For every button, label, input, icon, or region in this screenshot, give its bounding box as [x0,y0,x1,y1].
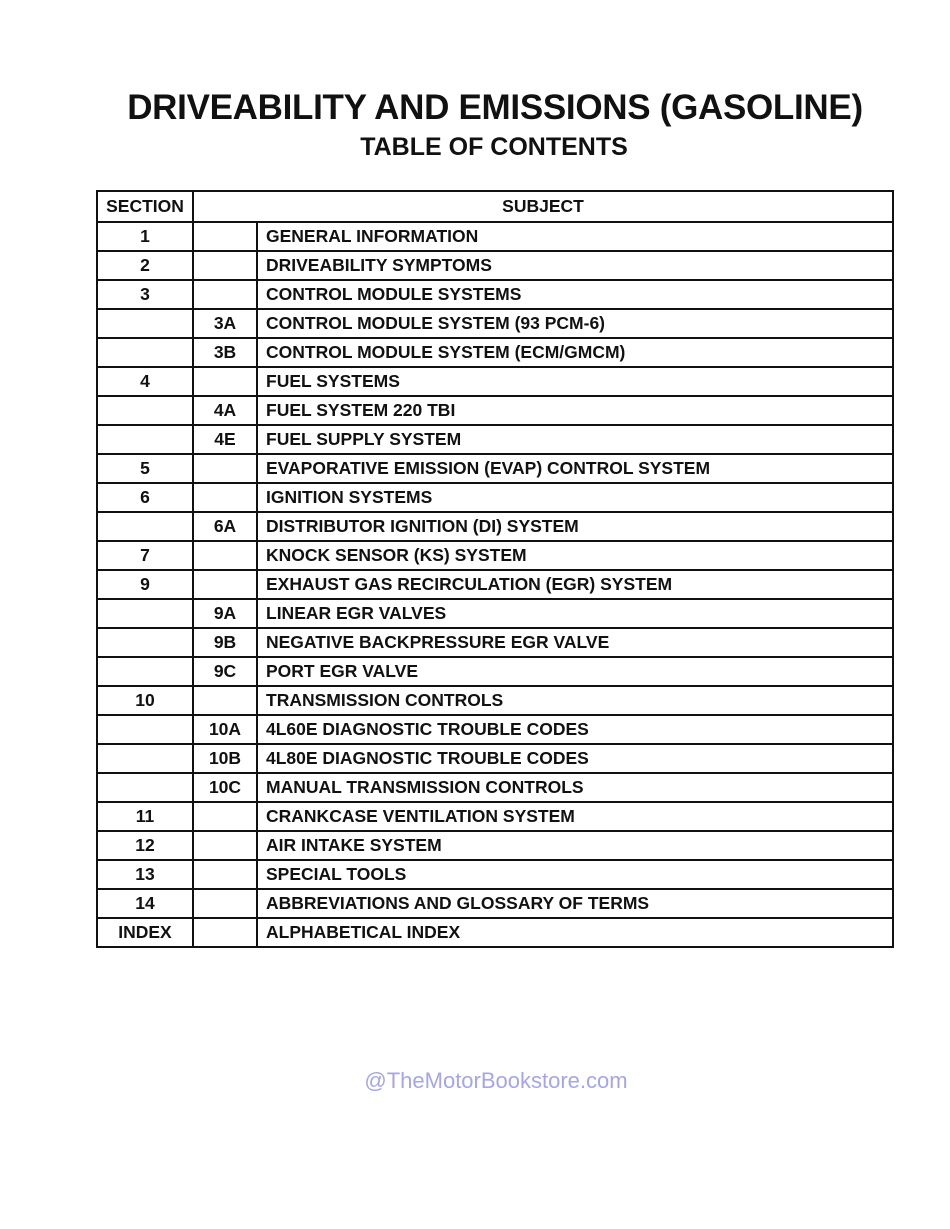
table-row [97,860,893,889]
table-row [97,889,893,918]
subsection-number-cell [193,454,257,483]
subject-title-cell: ALPHABETICAL INDEX [257,918,893,947]
section-number-cell [97,396,193,425]
section-number-cell [97,309,193,338]
watermark-text: @TheMotorBookstore.com [364,1068,628,1093]
table-row [97,657,893,686]
section-number-cell: 12 [97,831,193,860]
subsection-number-cell: 4E [193,425,257,454]
subsection-number-cell [193,860,257,889]
table-row [97,918,893,947]
section-number-cell [97,657,193,686]
subsection-number-cell: 9B [193,628,257,657]
table-row [97,599,893,628]
subject-title-cell: CONTROL MODULE SYSTEMS [257,280,893,309]
table-row [97,309,893,338]
subsection-number-cell: 10B [193,744,257,773]
section-number-cell [97,599,193,628]
subsection-number-cell [193,889,257,918]
contents-table [96,190,894,948]
subsection-number-cell [193,686,257,715]
section-number-cell: INDEX [97,918,193,947]
subsection-number-cell [193,483,257,512]
section-number-cell: 1 [97,222,193,251]
table-row [97,251,893,280]
subject-title-cell: DISTRIBUTOR IGNITION (DI) SYSTEM [257,512,893,541]
subject-title-cell: MANUAL TRANSMISSION CONTROLS [257,773,893,802]
section-column-header: SECTION [97,191,193,222]
table-row [97,831,893,860]
section-number-cell [97,338,193,367]
subject-title-cell: IGNITION SYSTEMS [257,483,893,512]
subject-title-cell: FUEL SYSTEM 220 TBI [257,396,893,425]
page-subtitle: TABLE OF CONTENTS [360,133,628,161]
subject-title-cell: EVAPORATIVE EMISSION (EVAP) CONTROL SYSTEM [257,454,893,483]
table-row [97,802,893,831]
table-row [97,628,893,657]
section-number-cell: 11 [97,802,193,831]
table-row [97,773,893,802]
subject-title-cell: DRIVEABILITY SYMPTOMS [257,251,893,280]
section-number-cell: 4 [97,367,193,396]
table-row [97,715,893,744]
subject-title-cell: NEGATIVE BACKPRESSURE EGR VALVE [257,628,893,657]
subsection-number-cell [193,831,257,860]
contents-table-body [97,222,893,947]
subsection-number-cell: 10C [193,773,257,802]
subject-title-cell: TRANSMISSION CONTROLS [257,686,893,715]
subsection-number-cell [193,280,257,309]
subject-title-cell: CONTROL MODULE SYSTEM (ECM/GMCM) [257,338,893,367]
page-title: DRIVEABILITY AND EMISSIONS (GASOLINE) [127,88,863,127]
section-number-cell: 10 [97,686,193,715]
subject-column-header: SUBJECT [193,191,893,222]
subject-title-cell: KNOCK SENSOR (KS) SYSTEM [257,541,893,570]
section-number-cell: 13 [97,860,193,889]
table-row [97,512,893,541]
table-row [97,222,893,251]
table-row [97,570,893,599]
section-number-cell: 14 [97,889,193,918]
subject-title-cell: AIR INTAKE SYSTEM [257,831,893,860]
section-number-cell [97,628,193,657]
table-row [97,744,893,773]
table-row [97,280,893,309]
table-header-row [97,191,893,222]
subject-title-cell: 4L60E DIAGNOSTIC TROUBLE CODES [257,715,893,744]
subject-title-cell: SPECIAL TOOLS [257,860,893,889]
table-row [97,425,893,454]
subsection-number-cell [193,541,257,570]
subject-title-cell: GENERAL INFORMATION [257,222,893,251]
table-row [97,541,893,570]
section-number-cell [97,744,193,773]
subsection-number-cell: 9C [193,657,257,686]
table-row [97,338,893,367]
section-number-cell: 7 [97,541,193,570]
section-number-cell: 3 [97,280,193,309]
subsection-number-cell [193,367,257,396]
subsection-number-cell: 3A [193,309,257,338]
subject-title-cell: CONTROL MODULE SYSTEM (93 PCM-6) [257,309,893,338]
subject-title-cell: EXHAUST GAS RECIRCULATION (EGR) SYSTEM [257,570,893,599]
subsection-number-cell [193,802,257,831]
table-row [97,396,893,425]
subsection-number-cell: 6A [193,512,257,541]
section-number-cell [97,425,193,454]
table-row [97,686,893,715]
table-row [97,367,893,396]
subsection-number-cell [193,251,257,280]
subsection-number-cell: 3B [193,338,257,367]
table-row [97,454,893,483]
subsection-number-cell [193,918,257,947]
subject-title-cell: FUEL SUPPLY SYSTEM [257,425,893,454]
section-number-cell [97,773,193,802]
subject-title-cell: ABBREVIATIONS AND GLOSSARY OF TERMS [257,889,893,918]
table-row [97,483,893,512]
section-number-cell [97,715,193,744]
section-number-cell: 5 [97,454,193,483]
subject-title-cell: FUEL SYSTEMS [257,367,893,396]
subsection-number-cell: 10A [193,715,257,744]
subsection-number-cell [193,570,257,599]
subject-title-cell: PORT EGR VALVE [257,657,893,686]
section-number-cell: 9 [97,570,193,599]
subsection-number-cell: 9A [193,599,257,628]
subject-title-cell: CRANKCASE VENTILATION SYSTEM [257,802,893,831]
subject-title-cell: LINEAR EGR VALVES [257,599,893,628]
section-number-cell: 2 [97,251,193,280]
section-number-cell: 6 [97,483,193,512]
subsection-number-cell: 4A [193,396,257,425]
subject-title-cell: 4L80E DIAGNOSTIC TROUBLE CODES [257,744,893,773]
subsection-number-cell [193,222,257,251]
section-number-cell [97,512,193,541]
